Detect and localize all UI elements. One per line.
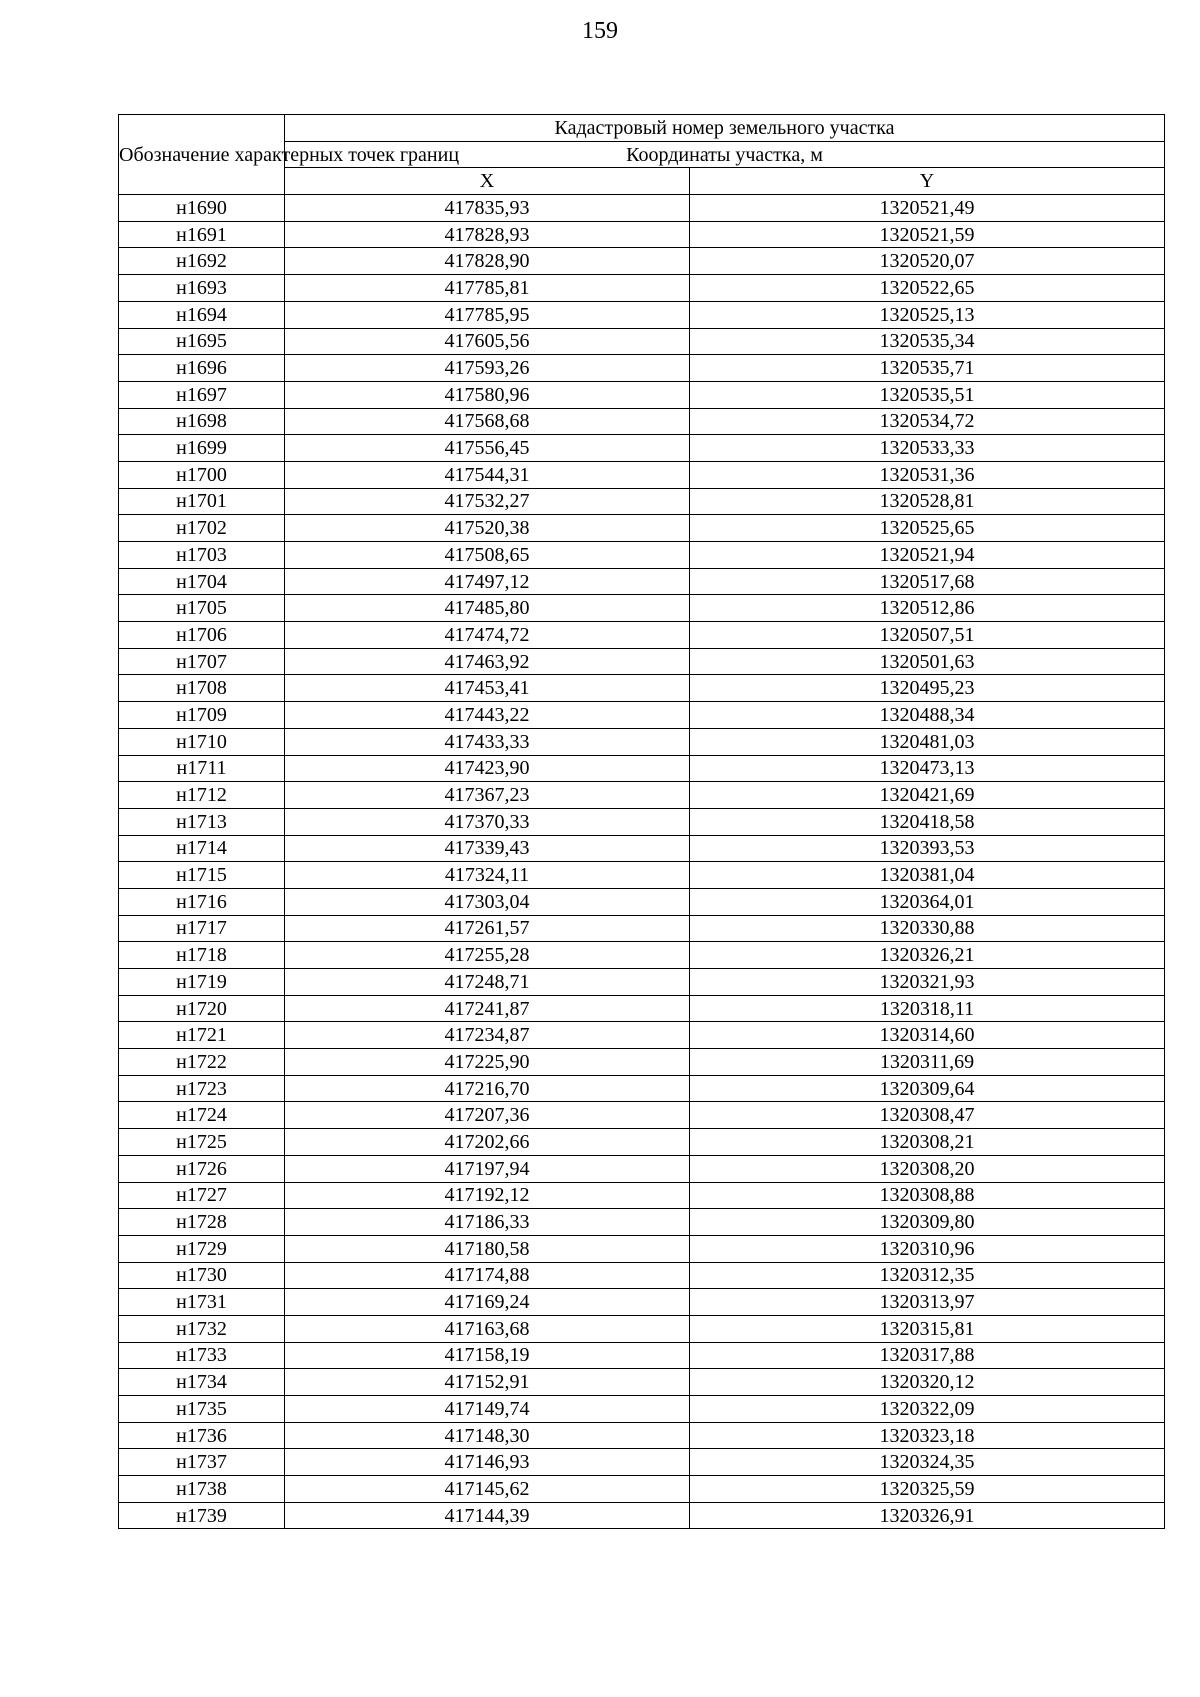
table-row (119, 381, 1165, 408)
table-row (119, 835, 1165, 862)
point-cell: н1706 (119, 622, 285, 649)
y-cell: 1320364,01 (690, 888, 1165, 915)
point-cell: н1725 (119, 1129, 285, 1156)
table-row (119, 248, 1165, 275)
point-cell: н1704 (119, 568, 285, 595)
x-cell: 417568,68 (285, 408, 690, 435)
x-cell: 417485,80 (285, 595, 690, 622)
y-cell: 1320393,53 (690, 835, 1165, 862)
y-cell: 1320309,64 (690, 1075, 1165, 1102)
point-cell: н1707 (119, 648, 285, 675)
table-row (119, 648, 1165, 675)
x-cell: 417423,90 (285, 755, 690, 782)
table-row (119, 1315, 1165, 1342)
x-cell: 417835,93 (285, 195, 690, 222)
point-cell: н1722 (119, 1049, 285, 1076)
point-cell: н1719 (119, 969, 285, 996)
y-cell: 1320534,72 (690, 408, 1165, 435)
x-cell: 417324,11 (285, 862, 690, 889)
y-cell: 1320324,35 (690, 1449, 1165, 1476)
point-cell: н1721 (119, 1022, 285, 1049)
x-cell: 417207,36 (285, 1102, 690, 1129)
x-cell: 417152,91 (285, 1369, 690, 1396)
y-cell: 1320535,51 (690, 381, 1165, 408)
table-row (119, 408, 1165, 435)
x-cell: 417261,57 (285, 915, 690, 942)
table-row (119, 275, 1165, 302)
x-cell: 417556,45 (285, 435, 690, 462)
table-row (119, 1129, 1165, 1156)
x-cell: 417216,70 (285, 1075, 690, 1102)
table-row (119, 675, 1165, 702)
point-cell: н1702 (119, 515, 285, 542)
point-cell: н1714 (119, 835, 285, 862)
point-cell: н1696 (119, 355, 285, 382)
point-cell: н1738 (119, 1476, 285, 1503)
point-cell: н1735 (119, 1396, 285, 1423)
x-cell: 417169,24 (285, 1289, 690, 1316)
y-cell: 1320495,23 (690, 675, 1165, 702)
y-cell: 1320308,88 (690, 1182, 1165, 1209)
y-cell: 1320318,11 (690, 995, 1165, 1022)
x-cell: 417248,71 (285, 969, 690, 996)
point-cell: н1734 (119, 1369, 285, 1396)
table-row (119, 1369, 1165, 1396)
point-cell: н1695 (119, 328, 285, 355)
table-row (119, 862, 1165, 889)
x-cell: 417148,30 (285, 1422, 690, 1449)
point-cell: н1703 (119, 542, 285, 569)
table-row (119, 542, 1165, 569)
point-cell: н1737 (119, 1449, 285, 1476)
y-cell: 1320521,49 (690, 195, 1165, 222)
table-row (119, 1182, 1165, 1209)
coordinates-table (118, 114, 1165, 1529)
table-row (119, 1262, 1165, 1289)
y-cell: 1320525,13 (690, 301, 1165, 328)
y-cell: 1320521,59 (690, 221, 1165, 248)
point-cell: н1697 (119, 381, 285, 408)
x-cell: 417785,95 (285, 301, 690, 328)
point-cell: н1727 (119, 1182, 285, 1209)
table-row (119, 942, 1165, 969)
point-cell: н1717 (119, 915, 285, 942)
y-cell: 1320326,91 (690, 1502, 1165, 1529)
point-cell: н1699 (119, 435, 285, 462)
point-cell: н1732 (119, 1315, 285, 1342)
y-cell: 1320488,34 (690, 702, 1165, 729)
x-cell: 417180,58 (285, 1235, 690, 1262)
table-row (119, 622, 1165, 649)
x-header: X (285, 168, 690, 195)
x-cell: 417580,96 (285, 381, 690, 408)
x-cell: 417605,56 (285, 328, 690, 355)
y-cell: 1320320,12 (690, 1369, 1165, 1396)
x-cell: 417303,04 (285, 888, 690, 915)
table-row (119, 1075, 1165, 1102)
table-row (119, 1476, 1165, 1503)
table-row (119, 328, 1165, 355)
x-cell: 417174,88 (285, 1262, 690, 1289)
x-cell: 417544,31 (285, 461, 690, 488)
y-cell: 1320501,63 (690, 648, 1165, 675)
table-row (119, 435, 1165, 462)
y-cell: 1320421,69 (690, 782, 1165, 809)
y-cell: 1320313,97 (690, 1289, 1165, 1316)
y-cell: 1320315,81 (690, 1315, 1165, 1342)
table-row (119, 1235, 1165, 1262)
x-cell: 417146,93 (285, 1449, 690, 1476)
page-number: 159 (582, 18, 618, 44)
x-cell: 417149,74 (285, 1396, 690, 1423)
point-cell: н1712 (119, 782, 285, 809)
y-cell: 1320317,88 (690, 1342, 1165, 1369)
point-designation-header: Обозначение характерных точек границ (119, 115, 285, 195)
y-cell: 1320308,20 (690, 1155, 1165, 1182)
y-header: Y (690, 168, 1165, 195)
table-body (119, 195, 1165, 1529)
table-row (119, 1342, 1165, 1369)
point-cell: н1718 (119, 942, 285, 969)
y-cell: 1320330,88 (690, 915, 1165, 942)
point-cell: н1710 (119, 728, 285, 755)
point-cell: н1701 (119, 488, 285, 515)
point-cell: н1709 (119, 702, 285, 729)
y-cell: 1320528,81 (690, 488, 1165, 515)
point-cell: н1694 (119, 301, 285, 328)
table-row (119, 595, 1165, 622)
table-row (119, 995, 1165, 1022)
y-cell: 1320481,03 (690, 728, 1165, 755)
point-cell: н1713 (119, 808, 285, 835)
table-row (119, 782, 1165, 809)
table-row (119, 515, 1165, 542)
table-row (119, 461, 1165, 488)
table-row (119, 969, 1165, 996)
point-cell: н1708 (119, 675, 285, 702)
y-cell: 1320321,93 (690, 969, 1165, 996)
x-cell: 417453,41 (285, 675, 690, 702)
y-cell: 1320312,35 (690, 1262, 1165, 1289)
table-row (119, 755, 1165, 782)
x-cell: 417367,23 (285, 782, 690, 809)
y-cell: 1320520,07 (690, 248, 1165, 275)
point-cell: н1693 (119, 275, 285, 302)
point-cell: н1690 (119, 195, 285, 222)
coordinates-header: Координаты участка, м (285, 141, 1165, 168)
point-cell: н1691 (119, 221, 285, 248)
y-cell: 1320325,59 (690, 1476, 1165, 1503)
y-cell: 1320323,18 (690, 1422, 1165, 1449)
x-cell: 417144,39 (285, 1502, 690, 1529)
point-cell: н1726 (119, 1155, 285, 1182)
table-header (119, 115, 1165, 195)
table-row (119, 728, 1165, 755)
point-cell: н1720 (119, 995, 285, 1022)
point-cell: н1723 (119, 1075, 285, 1102)
x-cell: 417785,81 (285, 275, 690, 302)
table-row (119, 1209, 1165, 1236)
point-cell: н1733 (119, 1342, 285, 1369)
point-cell: н1698 (119, 408, 285, 435)
point-cell: н1711 (119, 755, 285, 782)
y-cell: 1320310,96 (690, 1235, 1165, 1262)
point-cell: н1692 (119, 248, 285, 275)
y-cell: 1320311,69 (690, 1049, 1165, 1076)
table-row (119, 301, 1165, 328)
table-row (119, 1502, 1165, 1529)
table-row (119, 221, 1165, 248)
x-cell: 417241,87 (285, 995, 690, 1022)
x-cell: 417497,12 (285, 568, 690, 595)
y-cell: 1320308,47 (690, 1102, 1165, 1129)
y-cell: 1320531,36 (690, 461, 1165, 488)
y-cell: 1320314,60 (690, 1022, 1165, 1049)
x-cell: 417192,12 (285, 1182, 690, 1209)
x-cell: 417593,26 (285, 355, 690, 382)
table-row (119, 355, 1165, 382)
y-cell: 1320525,65 (690, 515, 1165, 542)
y-cell: 1320418,58 (690, 808, 1165, 835)
table-row (119, 1022, 1165, 1049)
point-cell: н1739 (119, 1502, 285, 1529)
table-row (119, 568, 1165, 595)
x-cell: 417828,93 (285, 221, 690, 248)
x-cell: 417508,65 (285, 542, 690, 569)
table-row (119, 1422, 1165, 1449)
x-cell: 417520,38 (285, 515, 690, 542)
y-cell: 1320512,86 (690, 595, 1165, 622)
point-cell: н1730 (119, 1262, 285, 1289)
y-cell: 1320326,21 (690, 942, 1165, 969)
point-cell: н1729 (119, 1235, 285, 1262)
y-cell: 1320521,94 (690, 542, 1165, 569)
y-cell: 1320517,68 (690, 568, 1165, 595)
table-row (119, 1289, 1165, 1316)
y-cell: 1320535,34 (690, 328, 1165, 355)
y-cell: 1320533,33 (690, 435, 1165, 462)
table-row (119, 888, 1165, 915)
point-cell: н1736 (119, 1422, 285, 1449)
cadastral-number-header: Кадастровый номер земельного участка (285, 115, 1165, 142)
x-cell: 417158,19 (285, 1342, 690, 1369)
y-cell: 1320322,09 (690, 1396, 1165, 1423)
y-cell: 1320473,13 (690, 755, 1165, 782)
x-cell: 417339,43 (285, 835, 690, 862)
table-row (119, 1449, 1165, 1476)
x-cell: 417474,72 (285, 622, 690, 649)
y-cell: 1320381,04 (690, 862, 1165, 889)
x-cell: 417202,66 (285, 1129, 690, 1156)
x-cell: 417225,90 (285, 1049, 690, 1076)
table-row (119, 1102, 1165, 1129)
y-cell: 1320535,71 (690, 355, 1165, 382)
x-cell: 417828,90 (285, 248, 690, 275)
table-row (119, 915, 1165, 942)
point-cell: н1728 (119, 1209, 285, 1236)
x-cell: 417197,94 (285, 1155, 690, 1182)
table-row (119, 1155, 1165, 1182)
x-cell: 417255,28 (285, 942, 690, 969)
y-cell: 1320507,51 (690, 622, 1165, 649)
x-cell: 417433,33 (285, 728, 690, 755)
x-cell: 417443,22 (285, 702, 690, 729)
table-row (119, 808, 1165, 835)
x-cell: 417234,87 (285, 1022, 690, 1049)
table-row (119, 488, 1165, 515)
x-cell: 417163,68 (285, 1315, 690, 1342)
x-cell: 417370,33 (285, 808, 690, 835)
point-cell: н1731 (119, 1289, 285, 1316)
y-cell: 1320522,65 (690, 275, 1165, 302)
y-cell: 1320308,21 (690, 1129, 1165, 1156)
x-cell: 417145,62 (285, 1476, 690, 1503)
point-cell: н1715 (119, 862, 285, 889)
point-cell: н1700 (119, 461, 285, 488)
point-cell: н1705 (119, 595, 285, 622)
point-cell: н1724 (119, 1102, 285, 1129)
x-cell: 417532,27 (285, 488, 690, 515)
x-cell: 417186,33 (285, 1209, 690, 1236)
x-cell: 417463,92 (285, 648, 690, 675)
y-cell: 1320309,80 (690, 1209, 1165, 1236)
table-row (119, 702, 1165, 729)
point-cell: н1716 (119, 888, 285, 915)
table-row (119, 195, 1165, 222)
table-row (119, 1049, 1165, 1076)
table-row (119, 1396, 1165, 1423)
